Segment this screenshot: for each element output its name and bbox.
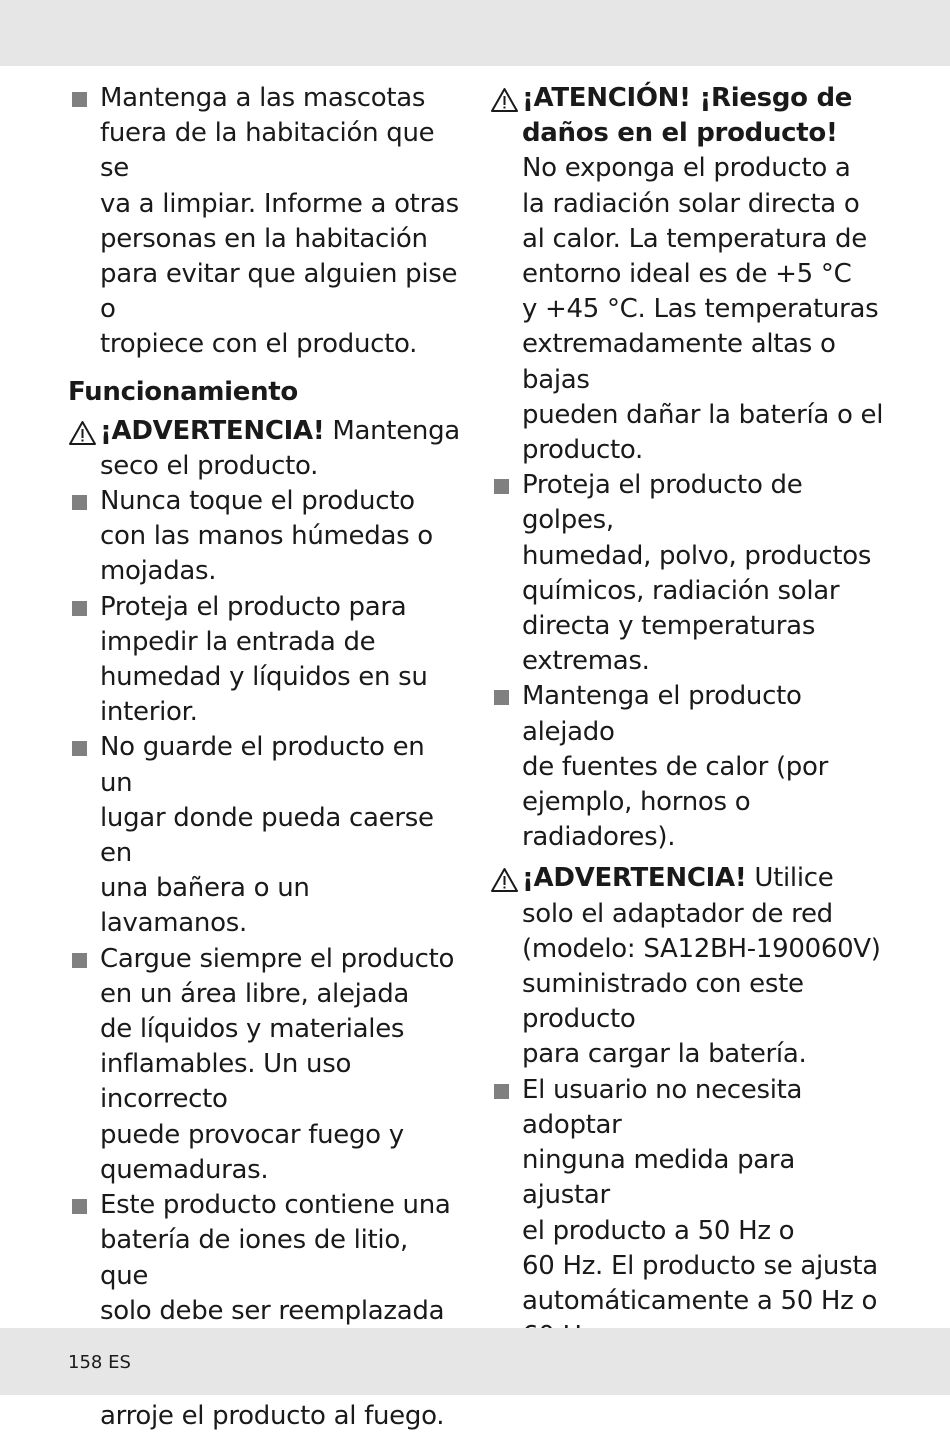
text-line: de líquidos y materiales (100, 1014, 405, 1045)
left-column (68, 81, 463, 1435)
list-item (68, 942, 463, 1188)
page-number: 158 ES (68, 1352, 131, 1373)
text-line: batería de iones de litio, que (100, 1225, 408, 1291)
list-item (68, 590, 463, 731)
attention-label: daños en el producto! (522, 118, 838, 149)
text-line: arroje el producto al fuego. (100, 1401, 445, 1432)
list-item (490, 1073, 890, 1355)
text-line: personas en la habitación (100, 223, 428, 254)
square-bullet-icon (72, 1199, 87, 1214)
text-line: va a limpiar. Informe a otras (100, 188, 459, 219)
text-line: ejemplo, hornos o radiadores). (522, 787, 751, 853)
square-bullet-icon (494, 1084, 509, 1099)
text-line: puede provocar fuego y (100, 1119, 404, 1150)
square-bullet-icon (494, 479, 509, 494)
text-line: de fuentes de calor (por (522, 751, 828, 782)
list-item (68, 1188, 463, 1434)
warning-triangle-icon (490, 867, 519, 893)
text-line: quemaduras. (100, 1154, 269, 1185)
text-line: interior. (100, 697, 198, 728)
section-heading: Funcionamiento (68, 376, 298, 407)
text-line: producto. (522, 435, 644, 466)
text-line: ninguna medida para ajustar (522, 1145, 795, 1211)
attention-label: ¡ATENCIÓN! ¡Riesgo de (522, 83, 853, 113)
text-line: con las manos húmedas o (100, 521, 433, 552)
list-item (68, 81, 463, 363)
square-bullet-icon (72, 601, 87, 616)
list-item (68, 730, 463, 941)
text-line: impedir la entrada de (100, 626, 376, 657)
text-line: 60 Hz. El producto se ajusta (522, 1250, 878, 1281)
text-line: entorno ideal es de +5 °C (522, 259, 852, 290)
warning-label: ¡ADVERTENCIA! (522, 863, 747, 894)
text-line: No guarde el producto en un (100, 732, 425, 798)
text-line: Nunca toque el producto (100, 486, 415, 517)
list-item (68, 484, 463, 590)
text-line: el producto a 50 Hz o (522, 1215, 795, 1246)
text-line: humedad y líquidos en su (100, 662, 428, 693)
text-line: Mantenga (324, 415, 460, 446)
text-line: tropiece con el producto. (100, 329, 418, 360)
header-band (0, 0, 950, 66)
text-line: pueden dañar la batería o el (522, 399, 884, 430)
text-line: suministrado con este producto (522, 969, 804, 1035)
text-line: lugar donde pueda caerse en (100, 802, 434, 869)
footer-band (0, 1328, 950, 1395)
list-item (490, 679, 890, 855)
text-line: extremadamente altas o bajas (522, 329, 836, 395)
warning-triangle-icon (490, 87, 519, 113)
text-line: al calor. La temperatura de (522, 223, 867, 254)
text-line: Proteja el producto para (100, 591, 407, 622)
text-line: Proteja el producto de golpes, (522, 470, 803, 536)
text-line: solo debe ser reemplazada (100, 1295, 445, 1326)
square-bullet-icon (72, 953, 87, 968)
text-line: una bañera o un lavamanos. (100, 873, 310, 939)
text-line: Este producto contiene una (100, 1190, 451, 1221)
warning-block (490, 861, 890, 1072)
text-line: y +45 °C. Las temperaturas (522, 294, 879, 325)
text-line: (modelo: SA12BH-190060V) (522, 933, 881, 964)
text-line: para evitar que alguien pise o (100, 259, 458, 325)
warning-label: ¡ADVERTENCIA! (100, 415, 325, 446)
text-line: directa y temperaturas (522, 611, 816, 642)
text-line: extremas. (522, 646, 650, 677)
text-line: en un área libre, alejada (100, 978, 410, 1009)
attention-block (490, 81, 890, 468)
text-line: la radiación solar directa o (522, 188, 860, 219)
text-line: Utilice (746, 863, 834, 894)
warning-block (68, 414, 463, 484)
square-bullet-icon (72, 741, 87, 756)
square-bullet-icon (72, 92, 87, 107)
text-line: para cargar la batería. (522, 1039, 807, 1070)
right-column (490, 81, 890, 1354)
text-line: automáticamente a 50 Hz o (522, 1285, 878, 1316)
text-line: El usuario no necesita adoptar (522, 1074, 803, 1140)
list-item (490, 468, 890, 679)
text-line: Cargue siempre el producto (100, 943, 455, 974)
text-line: No exponga el producto a (522, 153, 851, 184)
text-line: Mantenga a las mascotas (100, 83, 426, 113)
text-line: humedad, polvo, productos (522, 540, 872, 571)
warning-triangle-icon (68, 420, 97, 446)
text-line: fuera de la habitación que se (100, 118, 435, 184)
text-line: inflamables. Un uso incorrecto (100, 1049, 352, 1115)
square-bullet-icon (72, 495, 87, 510)
text-line: Mantenga el producto alejado (522, 681, 802, 747)
text-line: mojadas. (100, 556, 217, 587)
text-line: seco el producto. (100, 450, 319, 481)
square-bullet-icon (494, 690, 509, 705)
text-line: químicos, radiación solar (522, 575, 840, 606)
text-line: solo el adaptador de red (522, 898, 833, 929)
